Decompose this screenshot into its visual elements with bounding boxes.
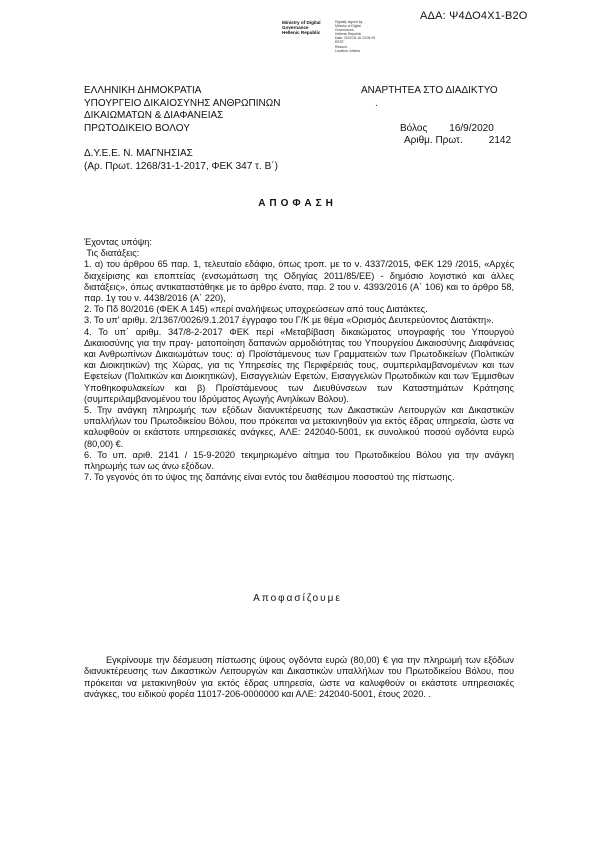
consideration-item: 4. Το υπ΄ αριθμ. 347/8-2-2017 ΦΕΚ περί «Μεταβίβαση δικαιώματος υπογραφής του Υπουργού Δικαιοσύνης για την πραγ- ματοποίηση δαπανών αρμοδιότητας του Υπουργείου Δικαιοσύνης Διαφάνειας και Ανθρωπίνων Δικαιωμάτων τους: α) Προϊστάμενους των Γραμματειών των Πρωτοδικείων (Πολιτικών και Διοικητικών) της Χώρας, για τις Υπηρεσίες της Περιφέρειάς τους, συμπεριλαμβανομένων και των Εφετείων (Πολιτικών και Διοικητικών), Εισαγγελιών Εφετών, Εισαγγελιών Πρωτοδικών και των Έμμισθων Υποθηκοφυλακείων και β) Προϊστάμενους των Διευθύνσεων των Καταστημάτων Κράτησης (συμπεριλαμβανομένου του Ιδρύματος Αγωγής Ανηλίκων Βόλου). — [84, 326, 514, 404]
stamp-line: Hellenic Republic — [282, 30, 321, 36]
letterhead — [84, 85, 280, 135]
protocol-line — [404, 135, 511, 148]
letterhead-line: ΥΠΟΥΡΓΕΙΟ ΔΙΚΑΙΟΣΥΝΗΣ ΑΝΘΡΩΠΙΝΩΝ — [84, 97, 281, 109]
stamp-detail: Governance, — [335, 28, 355, 33]
decision-text: Εγκρίνουμε την δέσμευση πίστωσης ύψους ογδόντα ευρώ (80,00) € για την πληρωμή των εξόδων διανυκτέρευσης των Δικαστικών Λειτουργών και Δικαστικών υπαλλήλων του Πρωτοδικείου Βόλου, που πρόκειται να μετακινηθούν για εκτός έδρας υπηρεσία, ώστε να καλυφθούν οι εκάστοτε υπηρεσιακές ανάγκες, του ειδικού φορέα 11017-206-0000000 και ΑΛΕ: 242040-5001, έτους 2020. . — [84, 655, 514, 700]
letterhead-line: ΕΛΛΗΝΙΚΗ ΔΗΜΟΚΡΑΤΙΑ — [84, 85, 202, 96]
considerations-sub: Τις διατάξεις: — [84, 248, 140, 259]
posting-label: ΑΝΑΡΤΗΤΕΑ ΣΤΟ ΔΙΑΔΙΚΤΥΟ — [361, 85, 498, 96]
consideration-item: 2. Το Πδ 80/2016 (ΦΕΚ Α 145) «περί αναλήψεως υποχρεώσεων από τους Διατάκτες. — [84, 304, 428, 315]
date-line — [400, 123, 494, 136]
stamp-detail: Digitally signed by — [335, 20, 363, 24]
letterhead-line: ΠΡΩΤΟΔΙΚΕΙΟ ΒΟΛΟΥ — [84, 122, 190, 134]
stamp-detail: Reason: — [335, 44, 348, 49]
consideration-item: 3. Το υπ' αριθμ. 2/1367/0026/9.1.2017 έγγραφο του Γ/Κ με θέμα «Ορισμός Δευτερεύοντος Διατάκτη». — [84, 315, 494, 326]
letterhead-line: ΔΙΚΑΙΩΜΑΤΩΝ & ΔΙΑΦΑΝΕΙΑΣ — [84, 110, 224, 121]
decision-title: Αποφασίζουμε — [253, 593, 342, 604]
posting-dot: . — [375, 97, 378, 109]
protocol-label: Αριθμ. Πρωτ. — [404, 135, 463, 146]
posting-note — [361, 85, 498, 110]
ada-code: ΑΔΑ: Ψ4ΔΟ4Χ1-Β2Ο — [420, 10, 528, 22]
protocol-value: 2142 — [488, 135, 512, 146]
stamp-detail: Date: 2020.09.16 13:05:19 — [335, 36, 376, 41]
consideration-item: 6. Το υπ. αριθ. 2141 / 15-9-2020 τεκμηριωμένο αίτημα του Πρωτοδικείου Βόλου για την ανάγκη πληρωμής των ως άνω εξόδων. — [84, 449, 514, 472]
dyee-block — [84, 148, 278, 173]
consideration-item: 5. Την ανάγκη πληρωμής των εξόδων διανυκτέρευσης των Δικαστικών Λειτουργών και Δικαστικών υπαλλήλων του Πρωτοδικείου Βόλου, που πρόκειται να μετακινηθούν για εκτός έδρας υπηρεσία, ώστε να καλυφθούν οι εκάστοτε υπηρεσιακές ανάγκες, ΑΛΕ: 242040-5001, εκ συνολικού ποσού ογδόντα ευρώ (80,00) €. — [84, 405, 514, 449]
stamp-detail: Hellenic Republic — [335, 32, 362, 37]
digital-signature-details — [335, 20, 395, 53]
date-value: 16/9/2020 — [449, 123, 494, 134]
date-label: Βόλος — [400, 123, 428, 134]
stamp-line: Governance — [282, 25, 309, 31]
considerations — [84, 237, 514, 483]
stamp-detail: Location: Athens — [335, 48, 361, 53]
stamp-detail: Ministry of Digital — [335, 24, 361, 29]
dyee-title: Δ.Υ.Ε.Ε. Ν. ΜΑΓΝΗΣΙΑΣ — [84, 148, 193, 159]
consideration-item: 7. Το γεγονός ότι το ύψος της δαπάνης είναι εντός του διαθέσιμου ποσοστού της πίστωσης. — [84, 472, 455, 483]
consideration-item: 1. α) του άρθρου 65 παρ. 1, τελευταίο εδάφιο, όπως τροπ. με το ν. 4337/2015, ΦΕΚ 129 /2015, «Αρχές διαχείρισης και εποπτείας (ενσωμάτωση της Οδηγίας 2011/85/ΕΕ) - δημόσιο λογιστικό και άλλες διατάξεις», όπως αντικαταστάθηκε με το άρθρο ένατο, παρ. 2 του ν. 4393/2016 (Α΄ 106) και το άρθρο 58, παρ. 1γ του ν. 4438/2016 (Α΄ 220), — [84, 259, 514, 304]
document-title: ΑΠΟΦΑΣΗ — [258, 198, 337, 209]
stamp-line: Ministry of Digital — [282, 20, 321, 25]
stamp-detail: EEST — [335, 40, 344, 45]
considerations-intro: Έχοντας υπόψη: — [84, 237, 152, 247]
dyee-reference: (Αρ. Πρωτ. 1268/31-1-2017, ΦΕΚ 347 τ. Β΄) — [84, 160, 278, 172]
